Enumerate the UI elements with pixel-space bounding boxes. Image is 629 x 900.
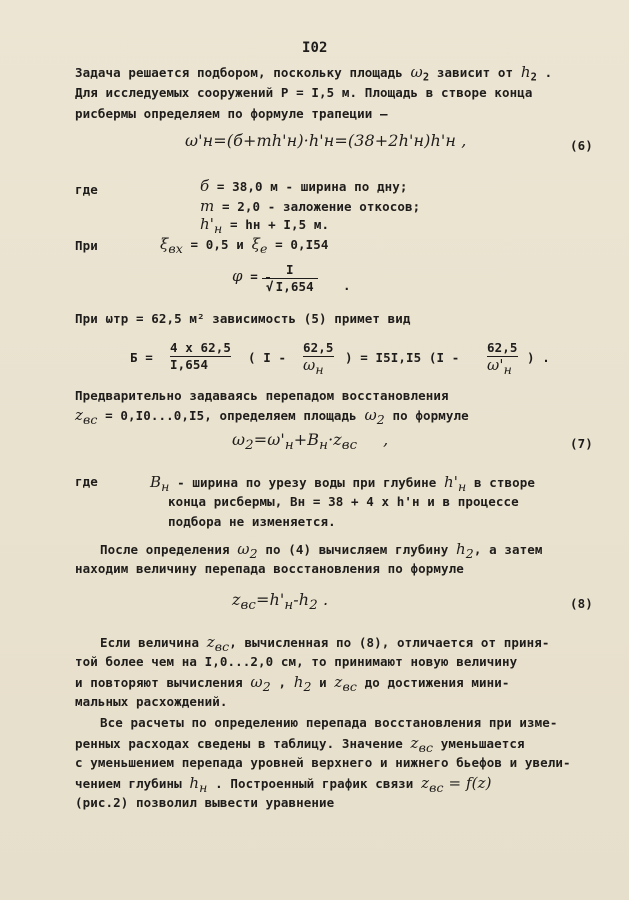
text-line-1: Задача решается подбором, поскольку площадь $\omega_2$ зависит от $h_2$ . <box>75 63 553 84</box>
phi-dot: . <box>343 278 351 293</box>
text-line-p11: с уменьшением перепада уровней верхнего и нижнего бьефов и увели- <box>75 755 571 770</box>
text-line-where6: подбора не изменяется. <box>168 514 336 529</box>
text-line-p12: чением глубины $h_н$ . Построенный график связи $z_{вс} = f(z)$ <box>75 774 492 795</box>
text-line-p1: Предварительно задаваясь перепадом восстановления <box>75 388 449 403</box>
equation-b-end: ) . <box>527 350 550 365</box>
text-line-p7: и повторяют вычисления $\omega_2$ , $h_2$ и $z_{вс}$ до достижения мини- <box>75 673 510 694</box>
definition-h: $h'_н$ = hн + I,5 м. <box>200 215 330 236</box>
equation-b-fraction-3: 62,5 $\omega'_н$ <box>487 340 518 377</box>
phi-equation: φ = <box>232 268 270 285</box>
text-line-p10: ренных расходах сведены в таблицу. Значение $z_{вс}$ уменьшается <box>75 734 525 755</box>
text-line-p9: Все расчеты по определению перепада восстановления при изме- <box>100 715 558 730</box>
equation-b-fraction-2: 62,5 $\omega_н$ <box>303 340 334 377</box>
text-line-pri2: При ωтр = 62,5 м² зависимость (5) примет вид <box>75 311 411 326</box>
equation-7: $\omega_2=\omega'_н+В_н\cdot z_{вс}$ , <box>232 430 389 454</box>
text-line-p6: той более чем на I,0...2,0 см, то принимают новую величину <box>75 654 518 669</box>
text-line-p4: находим величину перепада восстановления по формуле <box>75 561 464 576</box>
equation-b-mid2: ) = I5I,I5 (I - <box>345 350 460 365</box>
definition-Bn: $В_н$ - ширина по урезу воды при глубине $h'_н$ в створе <box>150 473 536 494</box>
text-line-2: Для исследуемых сооружений P = I,5 м. Площадь в створе конца <box>75 85 533 100</box>
equation-8-number: (8) <box>570 596 593 611</box>
where-label-2: где <box>75 474 98 489</box>
definition-b: б = 38,0 м - ширина по дну; <box>200 177 408 195</box>
definition-m: m = 2,0 - заложение откосов; <box>200 197 421 215</box>
text-line-p3: После определения $\omega_2$ по (4) вычисляем глубину $h_2$, а затем <box>100 540 543 561</box>
text-line-p2: $z_{вс} = 0,I0...0,I5$, определяем площадь $\omega_2$ по формуле <box>75 406 469 427</box>
equation-b-left: Б = <box>130 350 153 365</box>
page-number: I02 <box>302 40 328 56</box>
text-line-p13: (рис.2) позволил вывести уравнение <box>75 795 335 810</box>
xi-values: $\xi_{вх} = 0,5$ и $\xi_е = 0,I54$ <box>160 235 329 256</box>
equation-b-fraction-1: 4 х 62,5 I,654 <box>170 340 232 372</box>
text-line-p8: мальных расхождений. <box>75 694 228 709</box>
text-line-3: рисбермы определяем по формуле трапеции — <box>75 106 388 121</box>
pri-label-1: При <box>75 238 98 253</box>
text-line-where5: конца рисбермы, Вн = 38 + 4 х h'н и в процессе <box>168 494 519 509</box>
equation-6-number: (6) <box>570 138 593 153</box>
where-label: где <box>75 182 98 197</box>
equation-b-mid: ( I - <box>248 350 287 365</box>
text-line-p5: Если величина $z_{вс}$, вычисленная по (8), отличается от приня- <box>100 633 550 654</box>
equation-7-number: (7) <box>570 436 593 451</box>
equation-6: ω'н=(б+mh'н)·h'н=(38+2h'н)h'н , <box>185 131 467 150</box>
equation-8: $z_{вс}=h'_н-h_2$ . <box>232 590 329 614</box>
phi-fraction: I √ I,654 <box>262 262 318 295</box>
